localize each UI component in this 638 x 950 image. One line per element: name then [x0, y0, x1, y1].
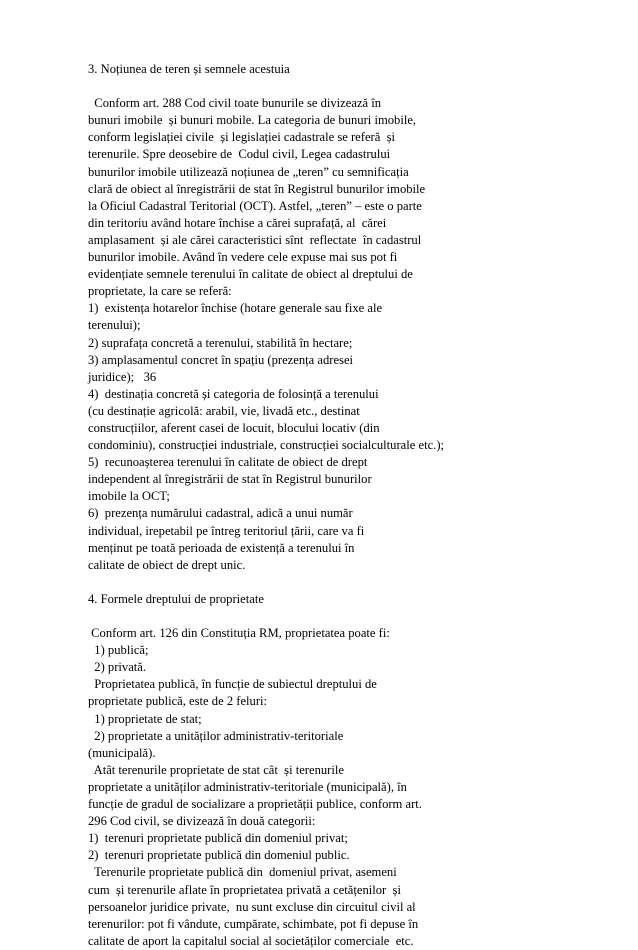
text-line: 1) terenuri proprietate publică din domeniul privat; [88, 831, 348, 846]
text-line: funcție de gradul de socializare a proprietății publice, conform art. [88, 797, 422, 812]
text-line: proprietate a unităților administrativ-teritoriale (municipală), în [88, 779, 407, 794]
text-line: 2) privată. [88, 660, 147, 675]
text-line: independent al înregistrării de stat în Registrul bunurilor [88, 472, 372, 487]
document-page [88, 61, 628, 950]
text-line: 4) destinația concretă și categoria de folosință a terenului [88, 386, 379, 401]
text-line: bunurilor imobile. Având în vedere cele expuse mai sus pot fi [88, 250, 398, 265]
text-line: terenului); [88, 318, 141, 333]
text-line: clară de obiect al înregistrării de stat în Registrul bunurilor imobile [88, 181, 426, 196]
text-line: terenurilor: pot fi vândute, cumpărate, schimbate, pot fi depuse în [88, 916, 419, 931]
text-line: persoanelor juridice private, nu sunt excluse din circuitul civil al [88, 899, 416, 914]
text-line: 2) terenuri proprietate publică din domeniul public. [88, 848, 350, 863]
text-line: proprietate publică, este de 2 feluri: [88, 694, 268, 709]
blank-line [88, 574, 628, 591]
text-line: imobile la OCT; [88, 489, 170, 504]
text-line: Terenurile proprietate publică din domeniul privat, asemeni [88, 865, 397, 880]
text-line: conform legislației civile și legislației cadastrale se referă și [88, 130, 396, 145]
text-line: bunurilor imobile utilizează noțiunea de „teren” cu semnificația [88, 164, 409, 179]
text-line: condominiu), construcției industriale, construcției socialculturale etc.); [88, 438, 445, 453]
text-line: menținut pe toată perioada de existență a terenului în [88, 540, 355, 555]
text-line: (cu destinație agricolă: arabil, vie, livadă etc., destinat [88, 403, 360, 418]
text-line: la Oficiul Cadastral Teritorial (OCT). Astfel, „teren” – este o parte [88, 198, 422, 213]
text-line: calitate de obiect de drept unic. [88, 557, 246, 572]
text-line: bunuri imobile și bunuri mobile. La categoria de bunuri imobile, [88, 113, 417, 128]
text-line: 296 Cod civil, se divizează în două categorii: [88, 814, 316, 829]
text-line: construcțiilor, aferent casei de locuit, blocului locativ (din [88, 420, 380, 435]
text-line: 5) recunoașterea terenului în calitate de obiect de drept [88, 455, 368, 470]
text-line: 6) prezența numărului cadastral, adică a unui număr [88, 506, 353, 521]
text-line: Conform art. 126 din Constituția RM, proprietatea poate fi: [88, 626, 390, 641]
text-line: proprietate, la care se referă: [88, 284, 232, 299]
text-line: juridice); 36 [88, 369, 157, 384]
text-line: 2) proprietate a unităților administrativ-teritoriale [88, 728, 344, 743]
text-line: cum și terenurile aflate în proprietatea privată a cetățenilor și [88, 882, 401, 897]
text-line: individual, irepetabil pe întreg teritoriul țării, care va fi [88, 523, 365, 538]
text-line: 1) proprietate de stat; [88, 711, 202, 726]
text-line: evidențiate semnele terenului în calitate de obiect al dreptului de [88, 267, 413, 282]
text-line: 3) amplasamentul concret în spațiu (prezența adresei [88, 352, 354, 367]
blank-line [88, 78, 628, 95]
text-line: Conform art. 288 Cod civil toate bunurile se divizează în [88, 96, 382, 111]
text-line: 2) suprafața concretă a terenului, stabilită în hectare; [88, 335, 353, 350]
text-line: 1) existența hotarelor închise (hotare generale sau fixe ale [88, 301, 383, 316]
section-4-heading: 4. Formele dreptului de proprietate [88, 591, 264, 606]
section-3-body [88, 95, 628, 574]
text-line: amplasament și ale cărei caracteristici sînt reflectate în cadastrul [88, 232, 422, 247]
text-line: Proprietatea publică, în funcție de subiectul dreptului de [88, 677, 377, 692]
text-line: din teritoriu având hotare închise a cărei suprafață, al cărei [88, 215, 387, 230]
text-line: Atât terenurile proprietate de stat cât și terenurile [88, 762, 344, 777]
text-line: calitate de aport la capitalul social al societăților comerciale etc. [88, 933, 414, 948]
text-line: (municipală). [88, 745, 156, 760]
section-3-heading: 3. Noțiunea de teren și semnele acestuia [88, 62, 290, 76]
section-4-body [88, 625, 628, 950]
text-line: terenurile. Spre deosebire de Codul civil, Legea cadastrului [88, 147, 391, 162]
text-line: 1) publică; [88, 643, 149, 658]
blank-line [88, 608, 628, 625]
